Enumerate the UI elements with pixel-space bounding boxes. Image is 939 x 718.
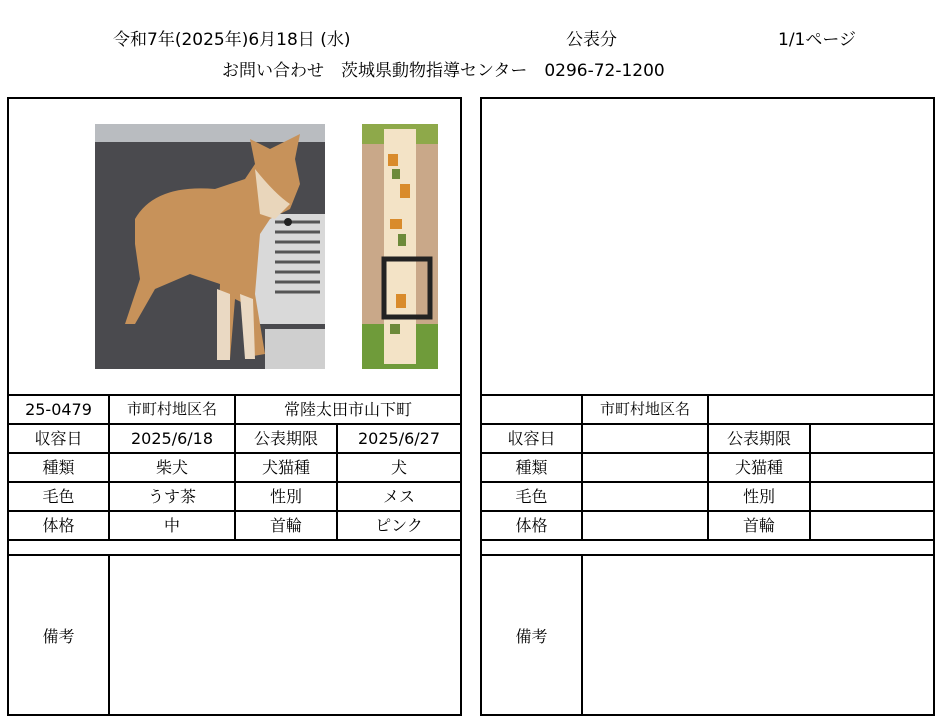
- photo-area: [482, 99, 933, 396]
- intake-date-label: 収容日: [482, 424, 582, 453]
- table-row: [9, 396, 460, 424]
- table-row: [482, 396, 933, 424]
- table-row: [482, 424, 933, 453]
- collar-photo: [362, 124, 438, 369]
- area-label: 市町村地区名: [109, 396, 235, 424]
- table-row: [9, 424, 460, 453]
- species-value: [810, 453, 933, 482]
- publish-until-value: 2025/6/27: [337, 424, 460, 453]
- remarks-value: [109, 555, 460, 714]
- color-value: うす茶: [109, 482, 235, 511]
- remarks-value: [582, 555, 933, 714]
- remarks-label: 備考: [9, 555, 109, 714]
- collar-label: 首輪: [708, 511, 810, 540]
- size-value: 中: [109, 511, 235, 540]
- intake-date-value: 2025/6/18: [109, 424, 235, 453]
- page-indicator: 1/1ページ: [778, 30, 857, 50]
- record-id: [482, 396, 582, 424]
- record-id: 25-0479: [9, 396, 109, 424]
- table-row: [482, 482, 933, 511]
- color-label: 毛色: [482, 482, 582, 511]
- collar-label: 首輪: [235, 511, 337, 540]
- color-label: 毛色: [9, 482, 109, 511]
- animal-card-2: [480, 97, 935, 716]
- sex-value: メス: [337, 482, 460, 511]
- report-category: 公表分: [566, 30, 617, 50]
- publish-until-value: [810, 424, 933, 453]
- animal-card-1: [7, 97, 462, 716]
- species-value: 犬: [337, 453, 460, 482]
- sex-label: 性別: [235, 482, 337, 511]
- kind-label: 種類: [9, 453, 109, 482]
- table-row: [9, 482, 460, 511]
- area-value: [708, 396, 933, 424]
- contact-info: お問い合わせ 茨城県動物指導センター 0296-72-1200: [222, 61, 665, 81]
- remarks-table: [9, 554, 460, 714]
- collar-value: [810, 511, 933, 540]
- color-value: [582, 482, 708, 511]
- table-row: [482, 453, 933, 482]
- size-value: [582, 511, 708, 540]
- species-label: 犬猫種: [708, 453, 810, 482]
- intake-date-label: 収容日: [9, 424, 109, 453]
- table-row: [9, 511, 460, 540]
- table-row: [482, 511, 933, 540]
- size-label: 体格: [9, 511, 109, 540]
- species-label: 犬猫種: [235, 453, 337, 482]
- photo-area: [9, 99, 460, 396]
- sex-value: [810, 482, 933, 511]
- info-table: [9, 396, 460, 541]
- kind-value: 柴犬: [109, 453, 235, 482]
- publish-until-label: 公表期限: [708, 424, 810, 453]
- area-value: 常陸太田市山下町: [235, 396, 460, 424]
- dog-photo: [95, 124, 325, 369]
- report-date: 令和7年(2025年)6月18日 (水): [113, 30, 351, 50]
- size-label: 体格: [482, 511, 582, 540]
- kind-label: 種類: [482, 453, 582, 482]
- table-row: [9, 453, 460, 482]
- info-table: [482, 396, 933, 541]
- collar-value: ピンク: [337, 511, 460, 540]
- sex-label: 性別: [708, 482, 810, 511]
- intake-date-value: [582, 424, 708, 453]
- area-label: 市町村地区名: [582, 396, 708, 424]
- remarks-table: [482, 554, 933, 714]
- kind-value: [582, 453, 708, 482]
- remarks-label: 備考: [482, 555, 582, 714]
- publish-until-label: 公表期限: [235, 424, 337, 453]
